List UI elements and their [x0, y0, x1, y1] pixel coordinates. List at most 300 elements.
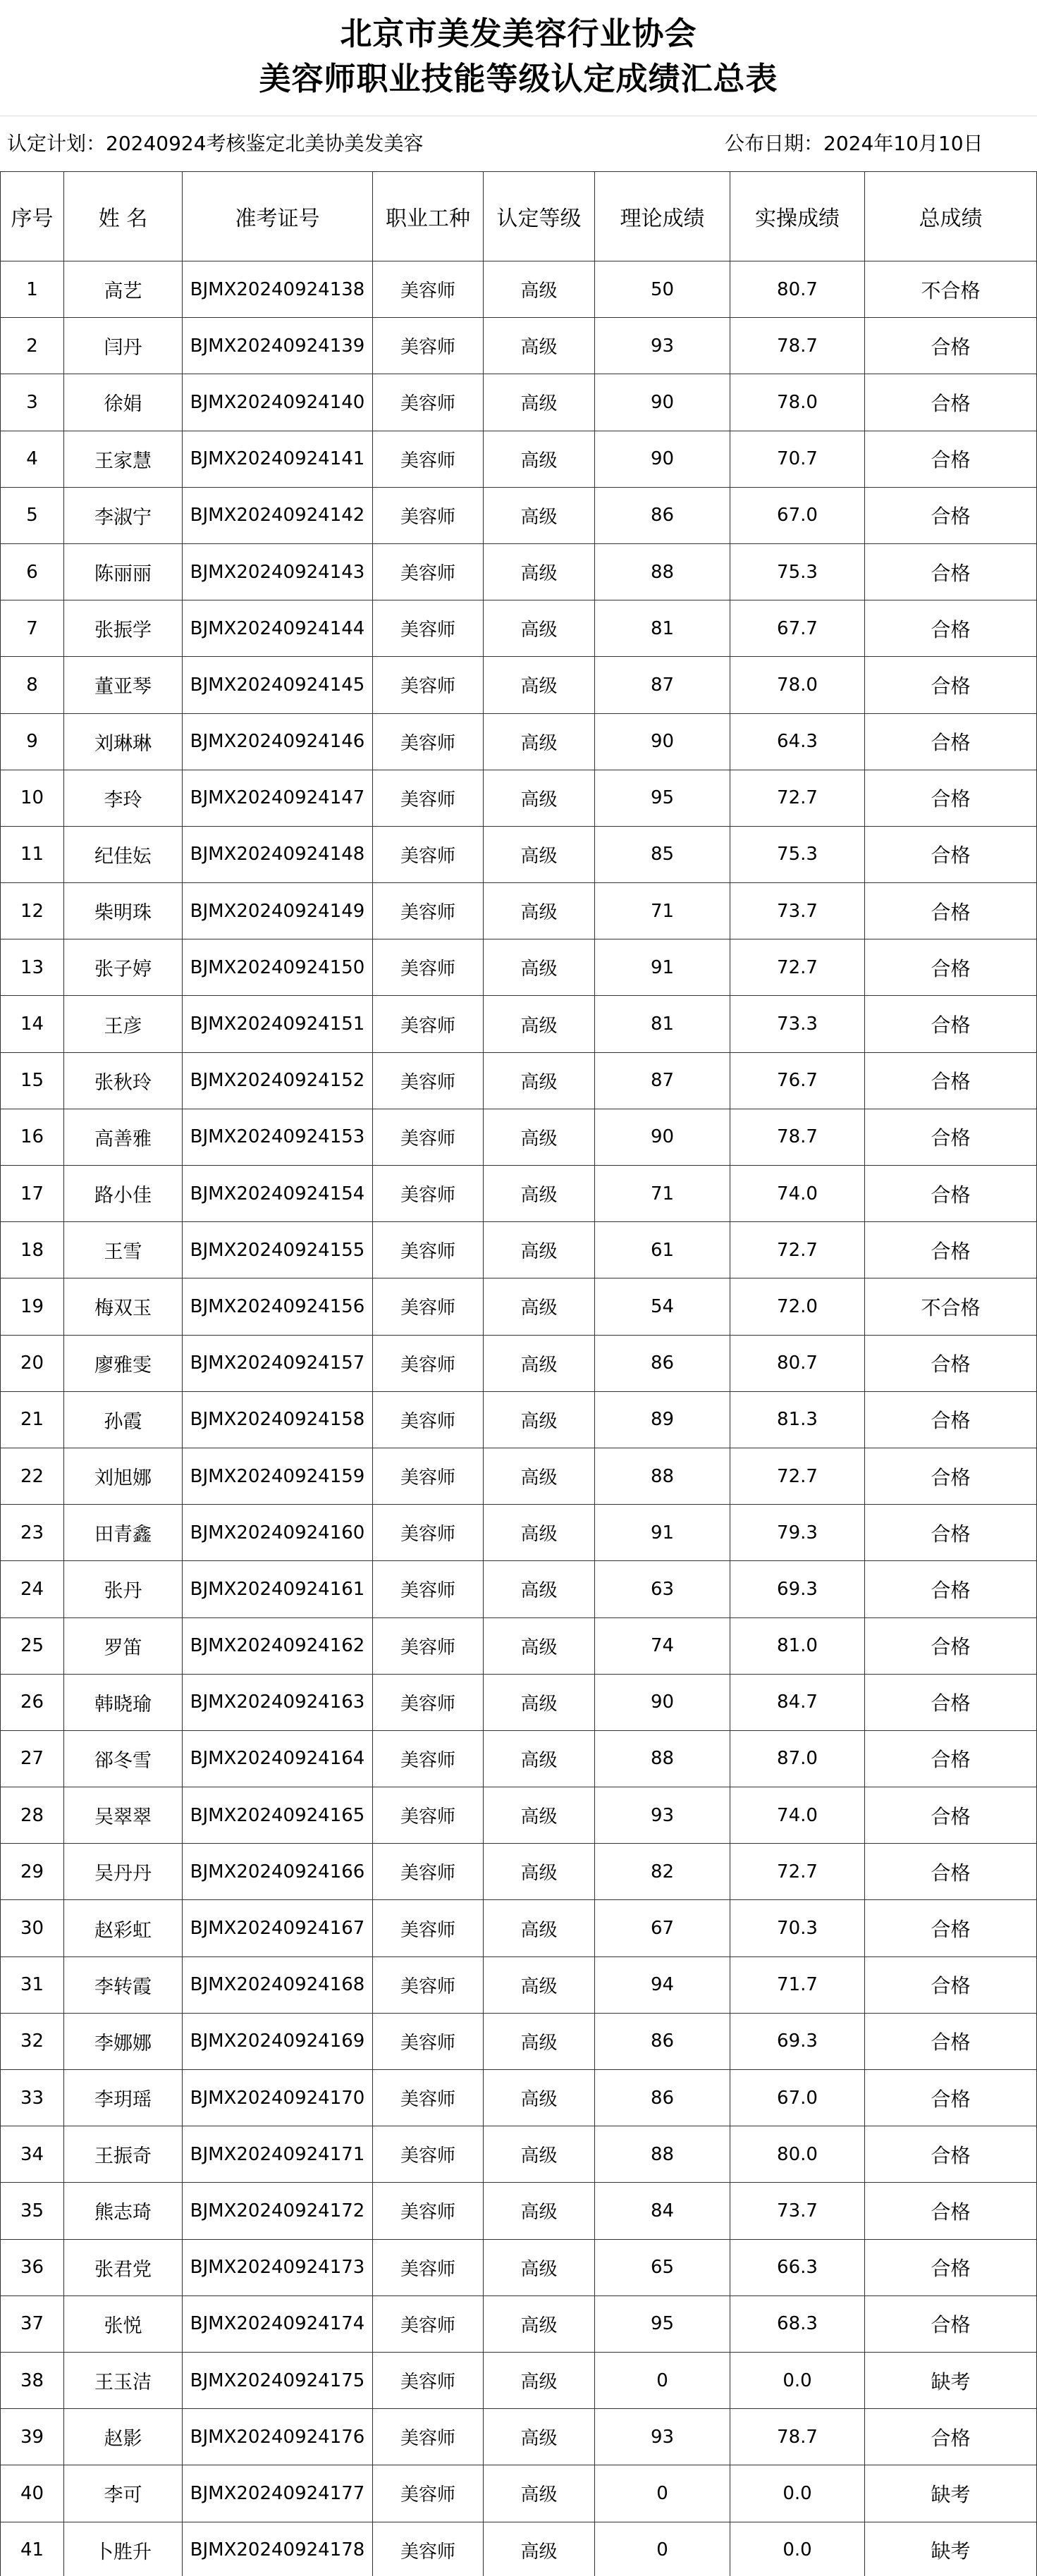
cell-total: 缺考 [865, 2522, 1037, 2576]
cell-name: 高善雅 [64, 1109, 183, 1165]
cell-occupation: 美容师 [373, 1844, 484, 1900]
cell-occupation: 美容师 [373, 770, 484, 826]
cell-occupation: 美容师 [373, 2465, 484, 2522]
table-row [1, 1166, 1037, 1222]
score-table [0, 171, 1037, 2576]
cell-level: 高级 [484, 1956, 595, 2013]
cell-practical: 71.7 [730, 1956, 865, 2013]
cell-occupation: 美容师 [373, 261, 484, 318]
cell-practical: 78.0 [730, 657, 865, 713]
cell-serial: 37 [1, 2295, 64, 2352]
cell-practical: 81.3 [730, 1391, 865, 1448]
cell-practical: 80.0 [730, 2126, 865, 2183]
table-row [1, 1730, 1037, 1787]
table-row [1, 1674, 1037, 1730]
cell-serial: 28 [1, 1787, 64, 1844]
cell-serial: 32 [1, 2013, 64, 2069]
cell-ticket: BJMX20240924165 [183, 1787, 373, 1844]
table-row [1, 1844, 1037, 1900]
cell-ticket: BJMX20240924170 [183, 2070, 373, 2126]
cell-ticket: BJMX20240924138 [183, 261, 373, 318]
cell-serial: 33 [1, 2070, 64, 2126]
cell-theory: 88 [595, 1730, 730, 1787]
cell-ticket: BJMX20240924175 [183, 2352, 373, 2408]
header-theory: 理论成绩 [595, 172, 730, 261]
cell-name: 纪佳妘 [64, 826, 183, 882]
cell-name: 熊志琦 [64, 2183, 183, 2239]
cell-ticket: BJMX20240924177 [183, 2465, 373, 2522]
cell-name: 李转霞 [64, 1956, 183, 2013]
cell-serial: 4 [1, 431, 64, 487]
cell-occupation: 美容师 [373, 1674, 484, 1730]
cell-total: 缺考 [865, 2352, 1037, 2408]
table-row [1, 1505, 1037, 1561]
cell-theory: 89 [595, 1391, 730, 1448]
cell-level: 高级 [484, 261, 595, 318]
cell-level: 高级 [484, 487, 595, 543]
table-row [1, 1617, 1037, 1674]
cell-serial: 19 [1, 1278, 64, 1335]
cell-total: 合格 [865, 431, 1037, 487]
cell-name: 李玥瑶 [64, 2070, 183, 2126]
cell-name: 廖雅雯 [64, 1335, 183, 1391]
cell-level: 高级 [484, 1052, 595, 1109]
cell-practical: 75.3 [730, 543, 865, 600]
cell-level: 高级 [484, 2352, 595, 2408]
cell-total: 合格 [865, 939, 1037, 996]
header-serial: 序号 [1, 172, 64, 261]
cell-name: 赵影 [64, 2409, 183, 2465]
cell-name: 吴翠翠 [64, 1787, 183, 1844]
cell-occupation: 美容师 [373, 1278, 484, 1335]
cell-occupation: 美容师 [373, 1448, 484, 1504]
cell-level: 高级 [484, 543, 595, 600]
table-row [1, 1278, 1037, 1335]
cell-theory: 54 [595, 1278, 730, 1335]
cell-level: 高级 [484, 318, 595, 374]
cell-name: 赵彩虹 [64, 1900, 183, 1956]
cell-level: 高级 [484, 1335, 595, 1391]
cell-ticket: BJMX20240924143 [183, 543, 373, 600]
cell-serial: 25 [1, 1617, 64, 1674]
cell-practical: 0.0 [730, 2465, 865, 2522]
table-row [1, 2409, 1037, 2465]
cell-total: 合格 [865, 826, 1037, 882]
cell-total: 合格 [865, 2409, 1037, 2465]
cell-theory: 90 [595, 1674, 730, 1730]
cell-serial: 26 [1, 1674, 64, 1730]
cell-level: 高级 [484, 2070, 595, 2126]
cell-total: 合格 [865, 1844, 1037, 1900]
cell-ticket: BJMX20240924147 [183, 770, 373, 826]
cell-theory: 0 [595, 2465, 730, 2522]
cell-practical: 70.7 [730, 431, 865, 487]
cell-level: 高级 [484, 1505, 595, 1561]
cell-name: 张振学 [64, 600, 183, 657]
cell-level: 高级 [484, 1166, 595, 1222]
cell-total: 合格 [865, 2295, 1037, 2352]
cell-practical: 72.7 [730, 1844, 865, 1900]
cell-total: 不合格 [865, 261, 1037, 318]
table-row [1, 374, 1037, 431]
table-row [1, 2352, 1037, 2408]
cell-serial: 27 [1, 1730, 64, 1787]
table-row [1, 939, 1037, 996]
cell-total: 合格 [865, 2013, 1037, 2069]
cell-total: 合格 [865, 2070, 1037, 2126]
table-row [1, 1222, 1037, 1278]
cell-ticket: BJMX20240924145 [183, 657, 373, 713]
cell-total: 合格 [865, 1391, 1037, 1448]
cell-name: 闫丹 [64, 318, 183, 374]
cell-theory: 90 [595, 713, 730, 770]
cell-occupation: 美容师 [373, 883, 484, 939]
cell-total: 合格 [865, 657, 1037, 713]
cell-name: 孙霞 [64, 1391, 183, 1448]
cell-ticket: BJMX20240924161 [183, 1561, 373, 1617]
cell-ticket: BJMX20240924171 [183, 2126, 373, 2183]
cell-name: 张丹 [64, 1561, 183, 1617]
cell-occupation: 美容师 [373, 2126, 484, 2183]
cell-total: 合格 [865, 1052, 1037, 1109]
cell-ticket: BJMX20240924169 [183, 2013, 373, 2069]
cell-practical: 81.0 [730, 1617, 865, 1674]
cell-total: 合格 [865, 1787, 1037, 1844]
cell-serial: 41 [1, 2522, 64, 2576]
cell-theory: 0 [595, 2352, 730, 2408]
cell-theory: 90 [595, 374, 730, 431]
cell-name: 陈丽丽 [64, 543, 183, 600]
certification-plan: 认定计划：20240924考核鉴定北美协美发美容 [7, 132, 424, 155]
table-row [1, 657, 1037, 713]
cell-practical: 78.0 [730, 374, 865, 431]
cell-practical: 72.7 [730, 939, 865, 996]
cell-occupation: 美容师 [373, 487, 484, 543]
cell-theory: 94 [595, 1956, 730, 2013]
cell-level: 高级 [484, 1617, 595, 1674]
cell-total: 合格 [865, 1109, 1037, 1165]
cell-occupation: 美容师 [373, 1166, 484, 1222]
cell-practical: 64.3 [730, 713, 865, 770]
cell-practical: 72.7 [730, 1448, 865, 1504]
cell-practical: 73.3 [730, 996, 865, 1052]
cell-serial: 31 [1, 1956, 64, 2013]
cell-serial: 40 [1, 2465, 64, 2522]
cell-theory: 0 [595, 2522, 730, 2576]
cell-level: 高级 [484, 2013, 595, 2069]
cell-theory: 81 [595, 600, 730, 657]
cell-level: 高级 [484, 1222, 595, 1278]
cell-occupation: 美容师 [373, 374, 484, 431]
cell-theory: 74 [595, 1617, 730, 1674]
cell-name: 王玉洁 [64, 2352, 183, 2408]
cell-theory: 86 [595, 487, 730, 543]
header-total: 总成绩 [865, 172, 1037, 261]
cell-theory: 86 [595, 2013, 730, 2069]
cell-occupation: 美容师 [373, 2409, 484, 2465]
table-row [1, 1335, 1037, 1391]
cell-name: 王振奇 [64, 2126, 183, 2183]
cell-theory: 86 [595, 2070, 730, 2126]
cell-theory: 95 [595, 770, 730, 826]
table-row [1, 2522, 1037, 2576]
cell-level: 高级 [484, 657, 595, 713]
cell-occupation: 美容师 [373, 2070, 484, 2126]
cell-serial: 6 [1, 543, 64, 600]
cell-theory: 93 [595, 2409, 730, 2465]
cell-occupation: 美容师 [373, 996, 484, 1052]
cell-total: 合格 [865, 1900, 1037, 1956]
cell-total: 合格 [865, 1448, 1037, 1504]
cell-serial: 12 [1, 883, 64, 939]
cell-level: 高级 [484, 1730, 595, 1787]
cell-serial: 22 [1, 1448, 64, 1504]
table-row [1, 1787, 1037, 1844]
cell-practical: 74.0 [730, 1787, 865, 1844]
table-row [1, 1561, 1037, 1617]
cell-total: 合格 [865, 883, 1037, 939]
cell-serial: 11 [1, 826, 64, 882]
table-row [1, 1900, 1037, 1956]
cell-total: 合格 [865, 1166, 1037, 1222]
cell-practical: 72.0 [730, 1278, 865, 1335]
cell-ticket: BJMX20240924157 [183, 1335, 373, 1391]
cell-practical: 0.0 [730, 2352, 865, 2408]
cell-practical: 69.3 [730, 2013, 865, 2069]
cell-ticket: BJMX20240924154 [183, 1166, 373, 1222]
cell-total: 合格 [865, 1561, 1037, 1617]
cell-theory: 67 [595, 1900, 730, 1956]
cell-occupation: 美容师 [373, 1956, 484, 2013]
cell-ticket: BJMX20240924153 [183, 1109, 373, 1165]
cell-level: 高级 [484, 1900, 595, 1956]
cell-name: 郤冬雪 [64, 1730, 183, 1787]
cell-name: 李玲 [64, 770, 183, 826]
cell-practical: 67.0 [730, 2070, 865, 2126]
cell-level: 高级 [484, 374, 595, 431]
cell-practical: 75.3 [730, 826, 865, 882]
score-body [1, 261, 1037, 2576]
cell-name: 张秋玲 [64, 1052, 183, 1109]
cell-total: 合格 [865, 1505, 1037, 1561]
cell-serial: 7 [1, 600, 64, 657]
cell-name: 董亚琴 [64, 657, 183, 713]
cell-theory: 93 [595, 1787, 730, 1844]
cell-level: 高级 [484, 2522, 595, 2576]
cell-theory: 63 [595, 1561, 730, 1617]
header-level: 认定等级 [484, 172, 595, 261]
cell-theory: 82 [595, 1844, 730, 1900]
cell-name: 张子婷 [64, 939, 183, 996]
table-row [1, 318, 1037, 374]
cell-occupation: 美容师 [373, 1561, 484, 1617]
cell-practical: 69.3 [730, 1561, 865, 1617]
cell-theory: 90 [595, 431, 730, 487]
cell-serial: 18 [1, 1222, 64, 1278]
cell-total: 合格 [865, 374, 1037, 431]
table-row [1, 2295, 1037, 2352]
table-row [1, 543, 1037, 600]
cell-ticket: BJMX20240924141 [183, 431, 373, 487]
table-row [1, 1391, 1037, 1448]
cell-name: 刘琳琳 [64, 713, 183, 770]
cell-ticket: BJMX20240924159 [183, 1448, 373, 1504]
cell-ticket: BJMX20240924160 [183, 1505, 373, 1561]
cell-theory: 84 [595, 2183, 730, 2239]
cell-ticket: BJMX20240924166 [183, 1844, 373, 1900]
cell-practical: 67.0 [730, 487, 865, 543]
cell-total: 合格 [865, 600, 1037, 657]
table-row [1, 1448, 1037, 1504]
cell-total: 合格 [865, 318, 1037, 374]
table-row [1, 600, 1037, 657]
cell-level: 高级 [484, 883, 595, 939]
cell-theory: 65 [595, 2239, 730, 2295]
cell-practical: 84.7 [730, 1674, 865, 1730]
cell-practical: 87.0 [730, 1730, 865, 1787]
table-row [1, 713, 1037, 770]
cell-ticket: BJMX20240924152 [183, 1052, 373, 1109]
cell-practical: 66.3 [730, 2239, 865, 2295]
cell-occupation: 美容师 [373, 1730, 484, 1787]
cell-theory: 91 [595, 1505, 730, 1561]
cell-total: 合格 [865, 1617, 1037, 1674]
table-row [1, 2126, 1037, 2183]
cell-level: 高级 [484, 1674, 595, 1730]
cell-occupation: 美容师 [373, 1109, 484, 1165]
cell-occupation: 美容师 [373, 1900, 484, 1956]
cell-level: 高级 [484, 1844, 595, 1900]
header-practical: 实操成绩 [730, 172, 865, 261]
cell-ticket: BJMX20240924178 [183, 2522, 373, 2576]
cell-ticket: BJMX20240924163 [183, 1674, 373, 1730]
cell-serial: 38 [1, 2352, 64, 2408]
cell-serial: 3 [1, 374, 64, 431]
table-row [1, 1956, 1037, 2013]
cell-theory: 91 [595, 939, 730, 996]
cell-ticket: BJMX20240924144 [183, 600, 373, 657]
cell-ticket: BJMX20240924155 [183, 1222, 373, 1278]
cell-serial: 14 [1, 996, 64, 1052]
table-row [1, 2013, 1037, 2069]
cell-occupation: 美容师 [373, 1617, 484, 1674]
cell-total: 合格 [865, 996, 1037, 1052]
cell-ticket: BJMX20240924150 [183, 939, 373, 996]
cell-serial: 36 [1, 2239, 64, 2295]
cell-theory: 88 [595, 1448, 730, 1504]
cell-ticket: BJMX20240924148 [183, 826, 373, 882]
cell-occupation: 美容师 [373, 2239, 484, 2295]
cell-level: 高级 [484, 1278, 595, 1335]
cell-ticket: BJMX20240924149 [183, 883, 373, 939]
cell-occupation: 美容师 [373, 939, 484, 996]
cell-total: 合格 [865, 713, 1037, 770]
cell-practical: 76.7 [730, 1052, 865, 1109]
cell-ticket: BJMX20240924167 [183, 1900, 373, 1956]
cell-level: 高级 [484, 770, 595, 826]
header-occupation: 职业工种 [373, 172, 484, 261]
cell-serial: 8 [1, 657, 64, 713]
cell-serial: 17 [1, 1166, 64, 1222]
cell-name: 刘旭娜 [64, 1448, 183, 1504]
cell-serial: 34 [1, 2126, 64, 2183]
cell-theory: 95 [595, 2295, 730, 2352]
cell-practical: 73.7 [730, 2183, 865, 2239]
table-row [1, 996, 1037, 1052]
cell-serial: 35 [1, 2183, 64, 2239]
header-row [1, 172, 1037, 261]
cell-theory: 87 [595, 1052, 730, 1109]
meta-row [0, 116, 1037, 171]
cell-name: 王雪 [64, 1222, 183, 1278]
cell-name: 徐娟 [64, 374, 183, 431]
cell-occupation: 美容师 [373, 2295, 484, 2352]
cell-level: 高级 [484, 2126, 595, 2183]
cell-practical: 0.0 [730, 2522, 865, 2576]
cell-serial: 24 [1, 1561, 64, 1617]
cell-practical: 74.0 [730, 1166, 865, 1222]
table-row [1, 883, 1037, 939]
cell-practical: 78.7 [730, 1109, 865, 1165]
table-row [1, 826, 1037, 882]
cell-occupation: 美容师 [373, 826, 484, 882]
cell-name: 张悦 [64, 2295, 183, 2352]
cell-serial: 21 [1, 1391, 64, 1448]
cell-level: 高级 [484, 996, 595, 1052]
cell-name: 柴明珠 [64, 883, 183, 939]
cell-ticket: BJMX20240924151 [183, 996, 373, 1052]
cell-serial: 30 [1, 1900, 64, 1956]
cell-theory: 86 [595, 1335, 730, 1391]
cell-ticket: BJMX20240924164 [183, 1730, 373, 1787]
cell-name: 王彦 [64, 996, 183, 1052]
cell-name: 李淑宁 [64, 487, 183, 543]
cell-theory: 85 [595, 826, 730, 882]
cell-name: 吴丹丹 [64, 1844, 183, 1900]
cell-ticket: BJMX20240924176 [183, 2409, 373, 2465]
cell-name: 路小佳 [64, 1166, 183, 1222]
cell-occupation: 美容师 [373, 2522, 484, 2576]
cell-occupation: 美容师 [373, 2183, 484, 2239]
cell-ticket: BJMX20240924173 [183, 2239, 373, 2295]
cell-serial: 1 [1, 261, 64, 318]
cell-theory: 88 [595, 2126, 730, 2183]
cell-total: 合格 [865, 1222, 1037, 1278]
cell-total: 合格 [865, 1730, 1037, 1787]
header-name: 姓 名 [64, 172, 183, 261]
cell-occupation: 美容师 [373, 1787, 484, 1844]
cell-ticket: BJMX20240924142 [183, 487, 373, 543]
cell-occupation: 美容师 [373, 600, 484, 657]
cell-occupation: 美容师 [373, 657, 484, 713]
cell-occupation: 美容师 [373, 1505, 484, 1561]
cell-ticket: BJMX20240924140 [183, 374, 373, 431]
cell-theory: 93 [595, 318, 730, 374]
cell-serial: 5 [1, 487, 64, 543]
cell-ticket: BJMX20240924162 [183, 1617, 373, 1674]
table-row [1, 2183, 1037, 2239]
cell-name: 韩晓瑜 [64, 1674, 183, 1730]
cell-name: 王家慧 [64, 431, 183, 487]
cell-theory: 71 [595, 883, 730, 939]
cell-ticket: BJMX20240924158 [183, 1391, 373, 1448]
title-block [0, 0, 1037, 116]
cell-total: 合格 [865, 2183, 1037, 2239]
cell-level: 高级 [484, 2239, 595, 2295]
table-row [1, 2070, 1037, 2126]
cell-total: 缺考 [865, 2465, 1037, 2522]
cell-occupation: 美容师 [373, 318, 484, 374]
